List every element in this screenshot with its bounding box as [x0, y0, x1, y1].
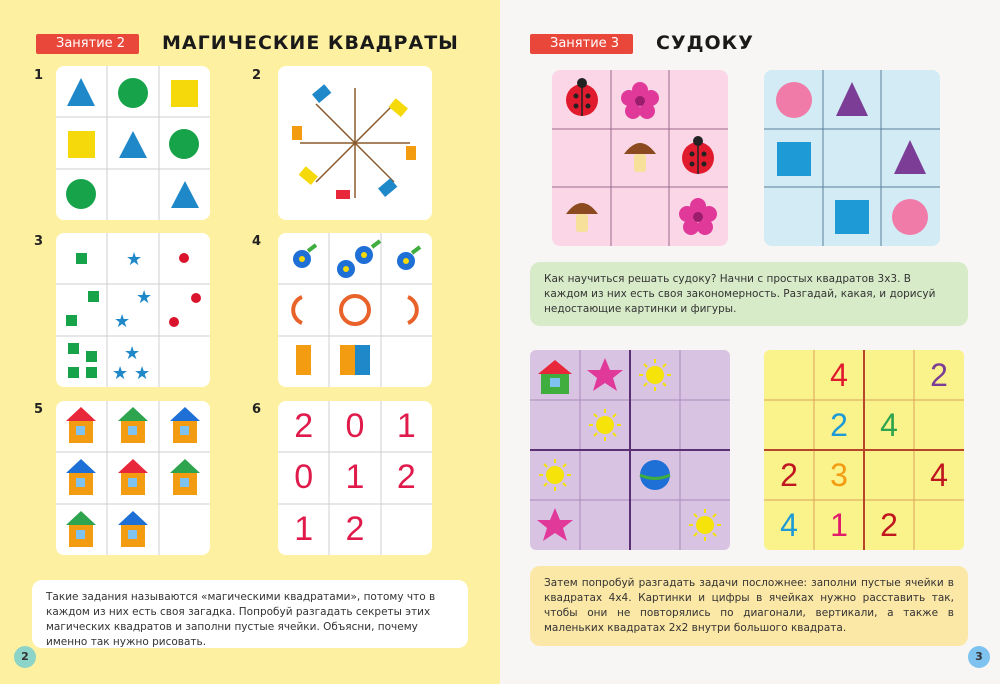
dot-shape: [191, 293, 201, 303]
sudoku-cell: [864, 350, 914, 400]
digit-cell: 1: [396, 407, 416, 446]
magic-square-1: [56, 66, 210, 220]
flower-icon: [621, 82, 659, 119]
house-icon: [66, 407, 96, 443]
mushroom-icon: [566, 203, 598, 232]
lesson-3-title: СУДОКУ: [656, 32, 754, 54]
square-shape: [66, 315, 77, 326]
sudoku-cell: 4: [930, 456, 948, 493]
sudoku-cell: [864, 450, 914, 500]
house-icon: [118, 511, 148, 547]
left-instructions: Такие задания называются «магическими квадратами», потому что в каждом из них есть своя загадка. Попробуй разгадать секреты этих магических квадратов и заполни пустые ячейки. Объясни, почему именно так нужно рисовать.: [32, 580, 468, 648]
triangle-shape: [894, 140, 926, 174]
bar-shape: [296, 345, 311, 375]
house-icon: [66, 459, 96, 495]
star-icon: ★: [136, 287, 153, 308]
flag-icon: [312, 84, 331, 103]
sudoku-cell: 4: [780, 506, 798, 543]
sudoku-pictures-4x4: [530, 350, 730, 550]
flag-icon: [299, 166, 318, 185]
triangle-shape: [171, 181, 199, 208]
arc-shape: [408, 297, 417, 323]
triangle-shape: [119, 131, 147, 158]
flag-icon: [292, 126, 302, 140]
house-icon: [66, 511, 96, 547]
sudoku-cell: [764, 400, 814, 450]
star-icon: ★: [112, 363, 129, 384]
magic-square-2: [278, 66, 432, 220]
task-number: 5: [34, 402, 44, 417]
sun-icon: [539, 459, 571, 491]
sudoku-advanced-text: Затем попробуй разгадать задачи посложнее: заполни пустые ячейки в квадратах 4х4. Картинки и цифры в ячейках нужно расставить так, чтобы они не повторялись по диагонали, вертикали, а также в маленьких квадратах 2х2 внутри большого квадрата.: [530, 566, 968, 646]
arc-shape: [293, 297, 302, 323]
sun-icon: [589, 409, 621, 441]
sudoku-cell: 2: [930, 356, 948, 393]
star-icon: ★: [134, 363, 151, 384]
digit-cell: 0: [294, 458, 314, 497]
circle-shape: [169, 129, 199, 159]
square-shape: [68, 131, 95, 158]
sudoku-cell: 4: [830, 356, 848, 393]
sudoku-shapes-3x3: [764, 70, 940, 246]
star-icon: ★: [124, 343, 141, 364]
ladybug-icon: [682, 136, 714, 174]
sudoku-cell: 2: [830, 406, 848, 443]
square-shape: [835, 200, 869, 234]
sudoku-cell: 3: [830, 456, 848, 493]
page-number-right: 3: [968, 646, 990, 668]
right-page: [500, 0, 1000, 684]
square-shape: [777, 142, 811, 176]
sun-icon: [639, 359, 671, 391]
flag-icon: [389, 98, 408, 117]
circle-shape: [118, 78, 148, 108]
house-icon: [538, 360, 572, 394]
circle-shape: [892, 199, 928, 235]
star-icon: [587, 358, 623, 391]
sudoku-cell: 2: [880, 506, 898, 543]
circle-shape: [776, 82, 812, 118]
sudoku-cell: [914, 500, 964, 550]
square-shape: [171, 80, 198, 107]
dot-shape: [169, 317, 179, 327]
flower-icon: [397, 247, 420, 270]
sudoku-cell: 2: [780, 456, 798, 493]
sudoku-intro-text: Как научиться решать судоку? Начни с простых квадратов 3х3. В каждом из них есть своя закономерность. Разгадай, какая, и дорисуй недостающие картинки и фигуры.: [530, 262, 968, 326]
flag-icon: [336, 190, 350, 199]
square-shape: [86, 351, 97, 362]
triangle-shape: [836, 82, 868, 116]
house-icon: [118, 407, 148, 443]
flower-icon: [293, 245, 316, 268]
dot-shape: [179, 253, 189, 263]
circle-shape: [66, 179, 96, 209]
digit-cell: 2: [345, 509, 365, 548]
flower-icon: [679, 198, 717, 235]
magic-square-6: [278, 401, 432, 555]
flag-icon: [406, 146, 416, 160]
task-number: 6: [252, 402, 262, 417]
digit-cell: 2: [396, 458, 416, 497]
star-icon: [537, 508, 573, 541]
magic-square-3: [56, 233, 210, 387]
sudoku-cell: 4: [880, 406, 898, 443]
house-icon: [170, 407, 200, 443]
magic-square-5: [56, 401, 210, 555]
square-shape: [88, 291, 99, 302]
digit-cell: 1: [345, 458, 365, 497]
sudoku-cell: [914, 400, 964, 450]
square-shape: [68, 367, 79, 378]
star-icon: ★: [114, 311, 131, 332]
lesson-2-title: МАГИЧЕСКИЕ КВАДРАТЫ: [162, 32, 459, 54]
sun-icon: [689, 509, 721, 541]
task-number: 4: [252, 234, 262, 249]
sudoku-cell: [764, 350, 814, 400]
mushroom-icon: [624, 143, 656, 172]
task-number: 3: [34, 234, 44, 249]
house-icon: [118, 459, 148, 495]
square-shape: [68, 343, 79, 354]
sudoku-pictures-3x3: [552, 70, 728, 246]
digit-cell: 2: [294, 407, 314, 446]
lesson-3-badge: Занятие 3: [530, 34, 633, 54]
task-number: 1: [34, 68, 44, 83]
square-shape: [76, 253, 87, 264]
ring-shape: [341, 296, 369, 324]
bar-shape: [355, 345, 370, 375]
triangle-shape: [67, 78, 95, 106]
flower-icon: [337, 241, 380, 278]
bar-shape: [340, 345, 355, 375]
digit-cell: 0: [345, 407, 365, 446]
flag-icon: [378, 178, 397, 197]
digit-cell: 1: [294, 509, 314, 548]
page-number-left: 2: [14, 646, 36, 668]
square-shape: [86, 367, 97, 378]
star-icon: ★: [126, 249, 143, 270]
sudoku-cell: 1: [830, 506, 848, 543]
planet-icon: [640, 460, 670, 490]
sudoku-numbers-4x4: [764, 350, 964, 550]
lesson-2-badge: Занятие 2: [36, 34, 139, 54]
ladybug-icon: [566, 78, 598, 116]
digit-cell: [381, 504, 432, 555]
magic-square-4: [278, 233, 432, 387]
house-icon: [170, 459, 200, 495]
task-number: 2: [252, 68, 262, 83]
